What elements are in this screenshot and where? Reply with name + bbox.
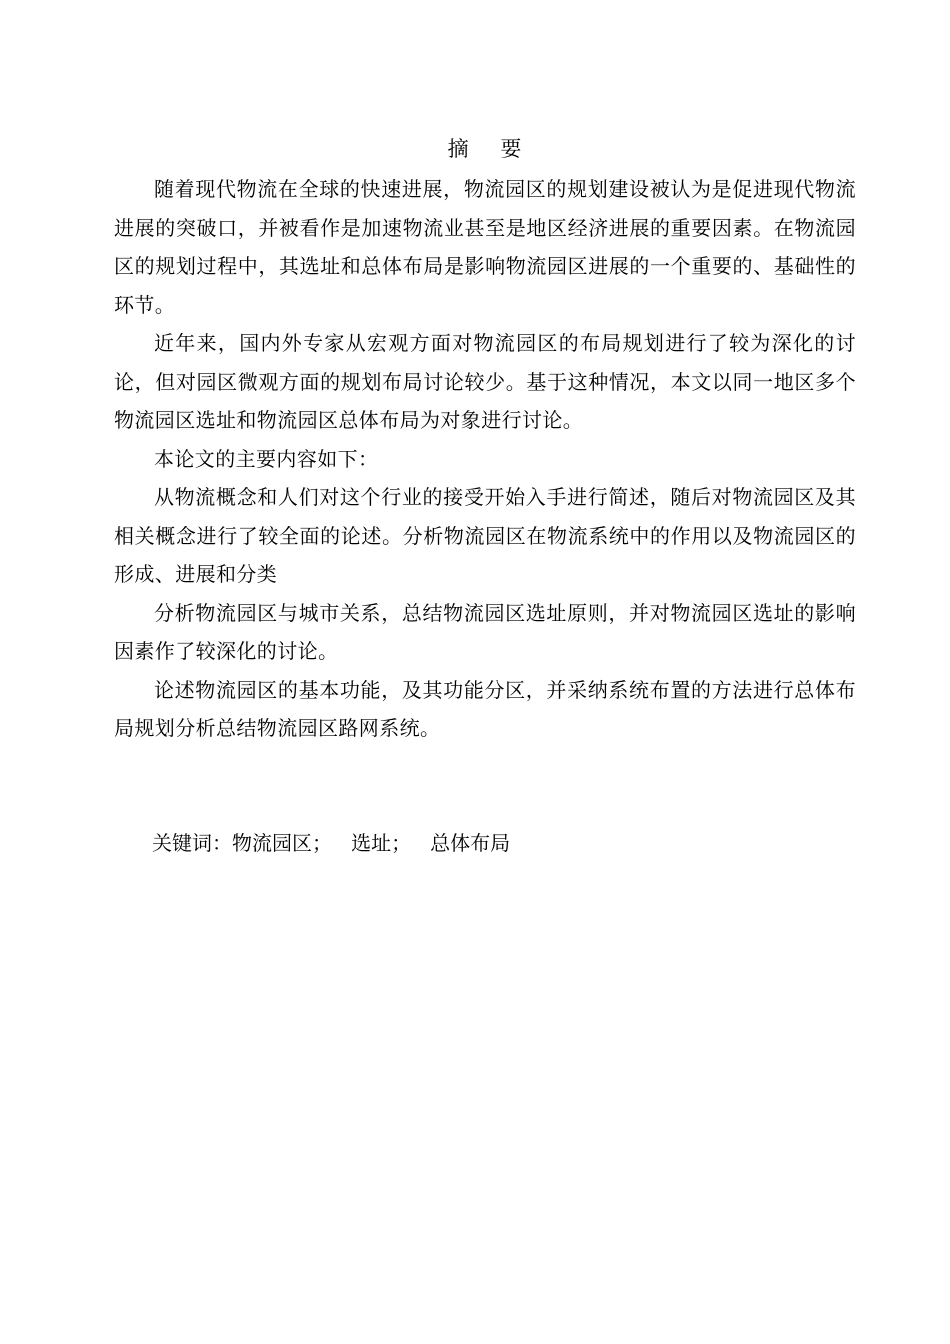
keywords-label: 关键词： [152, 830, 232, 855]
abstract-paragraph-1: 随着现代物流在全球的快速进展，物流园区的规划建设被认为是促进现代物流进展的突破口，并被看作是加速物流业甚至是地区经济进展的重要因素。在物流园区的规划过程中，其选址和总体布局是影响物流园区进展的一个重要的、基础性的环节。 [114, 177, 856, 317]
keywords-line [114, 824, 856, 862]
keyword-term: 总体布局 [430, 830, 511, 855]
keyword-term: 物流园区； [232, 830, 332, 855]
abstract-title: 摘 要 [447, 137, 523, 161]
abstract-section [114, 134, 856, 862]
abstract-paragraph-2: 近年来，国内外专家从宏观方面对物流园区的布局规划进行了较为深化的讨论，但对园区微观方面的规划布局讨论较少。基于这种情况，本文以同一地区多个物流园区选址和物流园区总体布局为对象进行讨论。 [114, 331, 856, 432]
abstract-paragraph-4: 从物流概念和人们对这个行业的接受开始入手进行简述，随后对物流园区及其相关概念进行了较全面的论述。分析物流园区在物流系统中的作用以及物流园区的形成、进展和分类 [114, 485, 856, 586]
abstract-paragraph-6: 论述物流园区的基本功能，及其功能分区，并采纳系统布置的方法进行总体布局规划分析总结物流园区路网系统。 [114, 677, 856, 740]
abstract-paragraph-3: 本论文的主要内容如下： [154, 446, 379, 471]
keyword-term: 选址； [351, 830, 412, 855]
abstract-paragraph-5: 分析物流园区与城市关系，总结物流园区选址原则，并对物流园区选址的影响因素作了较深化的讨论。 [114, 600, 856, 663]
